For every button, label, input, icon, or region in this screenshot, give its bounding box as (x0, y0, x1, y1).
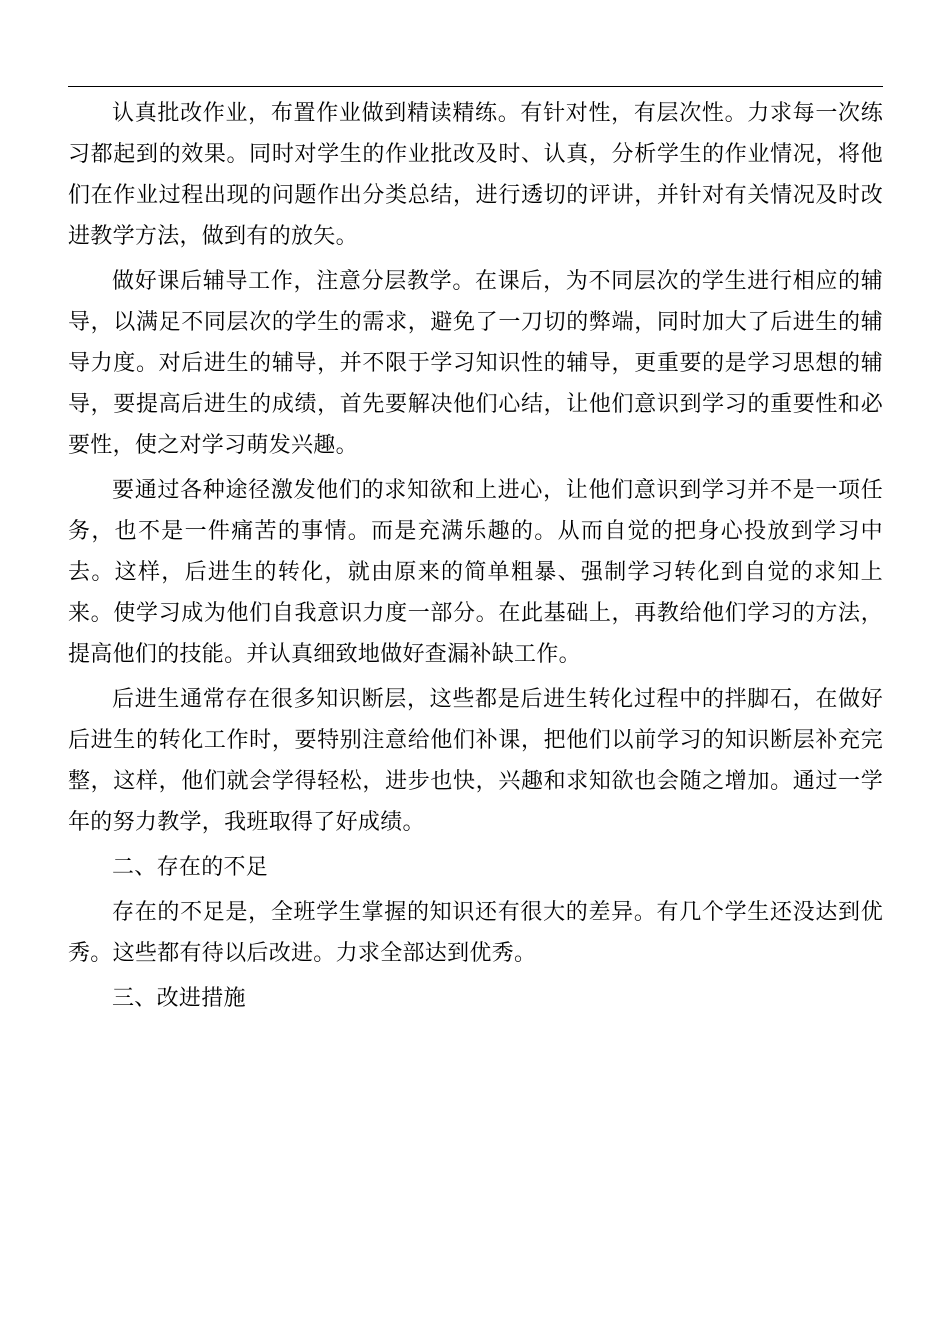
header-rule (68, 86, 883, 87)
document-body (68, 93, 883, 1023)
paragraph-tutoring: 做好课后辅导工作，注意分层教学。在课后，为不同层次的学生进行相应的辅导，以满足不同层次的学生的需求，避免了一刀切的弊端，同时加大了后进生的辅导力度。对后进生的辅导，并不限于学习知识性的辅导，更重要的是学习思想的辅导，要提高后进生的成绩，首先要解决他们心结，让他们意识到学习的重要性和必要性，使之对学习萌发兴趣。 (68, 269, 883, 458)
section-heading-shortcomings: 二、存在的不足 (112, 855, 269, 880)
paragraph-motivation: 要通过各种途径激发他们的求知欲和上进心，让他们意识到学习并不是一项任务，也不是一件痛苦的事情。而是充满乐趣的。从而自觉的把身心投放到学习中去。这样，后进生的转化，就由原来的简单粗暴、强制学习转化到自觉的求知上来。使学习成为他们自我意识力度一部分。在此基础上，再教给他们学习的方法，提高他们的技能。并认真细致地做好查漏补缺工作。 (68, 478, 883, 667)
paragraph-knowledge-gaps: 后进生通常存在很多知识断层，这些都是后进生转化过程中的拌脚石，在做好后进生的转化工作时，要特别注意给他们补课，把他们以前学习的知识断层补充完整，这样，他们就会学得轻松，进步也快，兴趣和求知欲也会随之增加。通过一学年的努力教学，我班取得了好成绩。 (68, 687, 883, 835)
section-heading-improvements: 三、改进措施 (112, 986, 246, 1011)
paragraph-homework: 认真批改作业，布置作业做到精读精练。有针对性，有层次性。力求每一次练习都起到的效果。同时对学生的作业批改及时、认真，分析学生的作业情况，将他们在作业过程出现的问题作出分类总结，进行透切的评讲，并针对有关情况及时改进教学方法，做到有的放矢。 (68, 101, 883, 249)
paragraph-shortcomings: 存在的不足是，全班学生掌握的知识还有很大的差异。有几个学生还没达到优秀。这些都有待以后改进。力求全部达到优秀。 (68, 900, 883, 966)
